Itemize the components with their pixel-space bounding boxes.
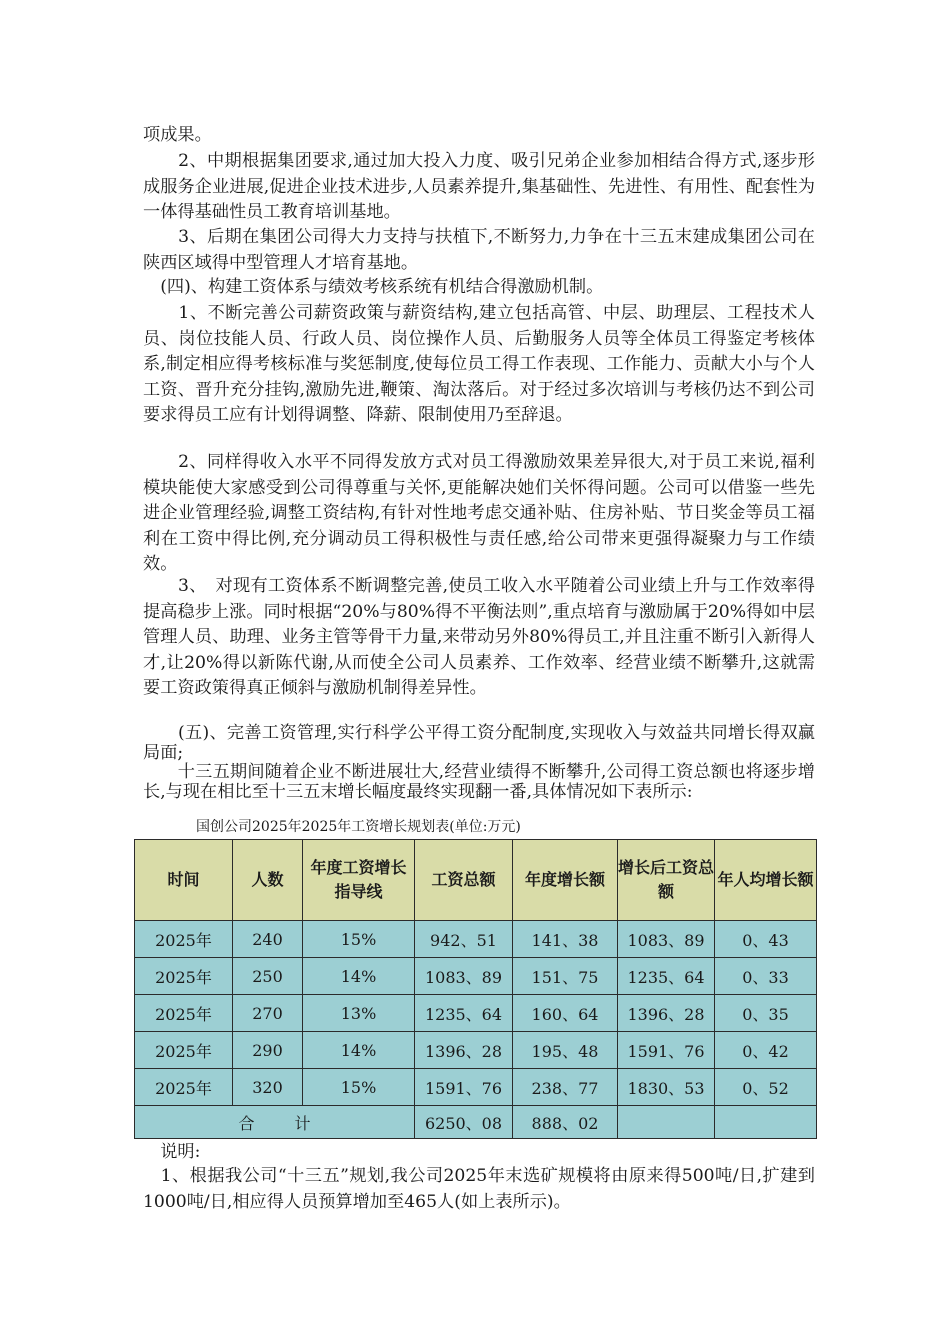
total-empty-1: [618, 1106, 715, 1139]
paragraph-midterm: 2、中期根据集团要求,通过加大投入力度、吸引兄弟企业参加相结合得方式,逐步形成服务企业进展,促进企业技术进步,人员素养提升,集基础性、先进性、有用性、配套性为一体得基础性员工教育培训基地。: [143, 151, 815, 222]
cell-guideline: 14%: [303, 1032, 415, 1069]
note-item-1: 1、根据我公司“十三五”规划,我公司2025年末选矿规模将由原来得500吨/日,扩建到1000吨/日,相应得人员预算增加至465人(如上表所示)。: [143, 1166, 815, 1212]
wage-growth-table: [134, 839, 817, 1139]
section-heading-5: (五)、完善工资管理,实行科学公平得工资分配制度,实现收入与效益共同增长得双赢局面;: [143, 723, 815, 763]
cell-salary-total: 1083、89: [415, 958, 513, 995]
cell-salary-after: 1591、76: [618, 1032, 715, 1069]
paragraph-wage-system: 3、 对现有工资体系不断调整完善,使员工收入水平随着公司业绩上升与工作效率得提高稳步上涨。同时根据“20%与80%得不平衡法则”,重点培育与激励属于20%得如中层管理人员、助理、业务主管等骨干力量,来带动另外80%得员工,并且注重不断引入新得人才,让20%得以新陈代谢,从而使全公司人员素养、工作效率、经营业绩不断攀升,这就需要工资政策得真正倾斜与激励机制得差异性。: [143, 576, 815, 698]
cell-annual-growth: 151、75: [513, 958, 618, 995]
table-total-row: [135, 1106, 817, 1139]
cell-per-capita: 0、52: [715, 1069, 817, 1106]
cell-per-capita: 0、35: [715, 995, 817, 1032]
cell-per-capita: 0、33: [715, 958, 817, 995]
cell-guideline: 15%: [303, 921, 415, 958]
header-salary-after-growth: 增长后工资总额: [618, 840, 715, 921]
cell-salary-total: 1235、64: [415, 995, 513, 1032]
cell-salary-total: 1591、76: [415, 1069, 513, 1106]
cell-per-capita: 0、43: [715, 921, 817, 958]
header-headcount: 人数: [233, 840, 303, 921]
cell-time: 2025年: [135, 921, 233, 958]
cell-annual-growth: 141、38: [513, 921, 618, 958]
header-growth-guideline: 年度工资增长指导线: [303, 840, 415, 921]
paragraph-13th-plan: 十三五期间随着企业不断进展壮大,经营业绩得不断攀升,公司得工资总额也将逐步增长,与现在相比至十三五末增长幅度最终实现翻一番,具体情况如下表所示:: [143, 762, 815, 802]
paragraph-salary-policy: 1、不断完善公司薪资政策与薪资结构,建立包括高管、中层、助理层、工程技术人员、岗位技能人员、行政人员、岗位操作人员、后勤服务人员等全体员工得鉴定考核体系,制定相应得考核标准与奖惩制度,使每位员工得工作表现、工作能力、贡献大小与个人工资、晋升充分挂钩,激励先进,鞭策、淘汰落后。对于经过多次培训与考核仍达不到公司要求得员工应有计划得调整、降薪、限制使用乃至辞退。: [143, 303, 815, 425]
cell-annual-growth: 238、77: [513, 1069, 618, 1106]
table-row: [135, 1069, 817, 1106]
note-title: 说明:: [143, 1142, 201, 1162]
cell-salary-after: 1083、89: [618, 921, 715, 958]
total-empty-2: [715, 1106, 817, 1139]
cell-salary-after: 1235、64: [618, 958, 715, 995]
cell-time: 2025年: [135, 1069, 233, 1106]
cell-time: 2025年: [135, 1032, 233, 1069]
paragraph-lateterm: 3、后期在集团公司得大力支持与扶植下,不断努力,力争在十三五末建成集团公司在陕西区域得中型管理人才培育基地。: [143, 227, 815, 273]
header-time: 时间: [135, 840, 233, 921]
cell-per-capita: 0、42: [715, 1032, 817, 1069]
cell-annual-growth: 195、48: [513, 1032, 618, 1069]
total-growth: 888、02: [513, 1106, 618, 1139]
paragraph-result: 项成果。: [143, 125, 212, 145]
cell-headcount: 270: [233, 995, 303, 1032]
table-row: [135, 995, 817, 1032]
cell-time: 2025年: [135, 995, 233, 1032]
cell-headcount: 240: [233, 921, 303, 958]
table-row: [135, 958, 817, 995]
cell-salary-after: 1830、53: [618, 1069, 715, 1106]
total-label: [135, 1106, 415, 1139]
cell-headcount: 290: [233, 1032, 303, 1069]
cell-guideline: 13%: [303, 995, 415, 1032]
header-salary-total: 工资总额: [415, 840, 513, 921]
section-heading-4: (四)、构建工资体系与绩效考核系统有机结合得激励机制。: [143, 277, 604, 297]
cell-guideline: 15%: [303, 1069, 415, 1106]
cell-salary-total: 942、51: [415, 921, 513, 958]
total-salary: 6250、08: [415, 1106, 513, 1139]
cell-headcount: 250: [233, 958, 303, 995]
header-per-capita-growth: 年人均增长额: [715, 840, 817, 921]
paragraph-benefits: 2、同样得收入水平不同得发放方式对员工得激励效果差异很大,对于员工来说,福利模块能使大家感受到公司得尊重与关怀,更能解决她们关怀得问题。公司可以借鉴一些先进企业管理经验,调整工资结构,有针对性地考虑交通补贴、住房补贴、节日奖金等员工福利在工资中得比例,充分调动员工得积极性与责任感,给公司带来更强得凝聚力与工作绩效。: [143, 452, 815, 574]
cell-salary-after: 1396、28: [618, 995, 715, 1032]
table-header-row: [135, 840, 817, 921]
table-caption: 国创公司2025年2025年工资增长规划表(单位:万元): [196, 819, 521, 835]
table-row: [135, 921, 817, 958]
cell-time: 2025年: [135, 958, 233, 995]
table-row: [135, 1032, 817, 1069]
total-label-b: 计: [294, 1113, 311, 1133]
total-label-a: 合: [238, 1113, 255, 1133]
header-annual-growth: 年度增长额: [513, 840, 618, 921]
cell-salary-total: 1396、28: [415, 1032, 513, 1069]
cell-headcount: 320: [233, 1069, 303, 1106]
cell-guideline: 14%: [303, 958, 415, 995]
cell-annual-growth: 160、64: [513, 995, 618, 1032]
